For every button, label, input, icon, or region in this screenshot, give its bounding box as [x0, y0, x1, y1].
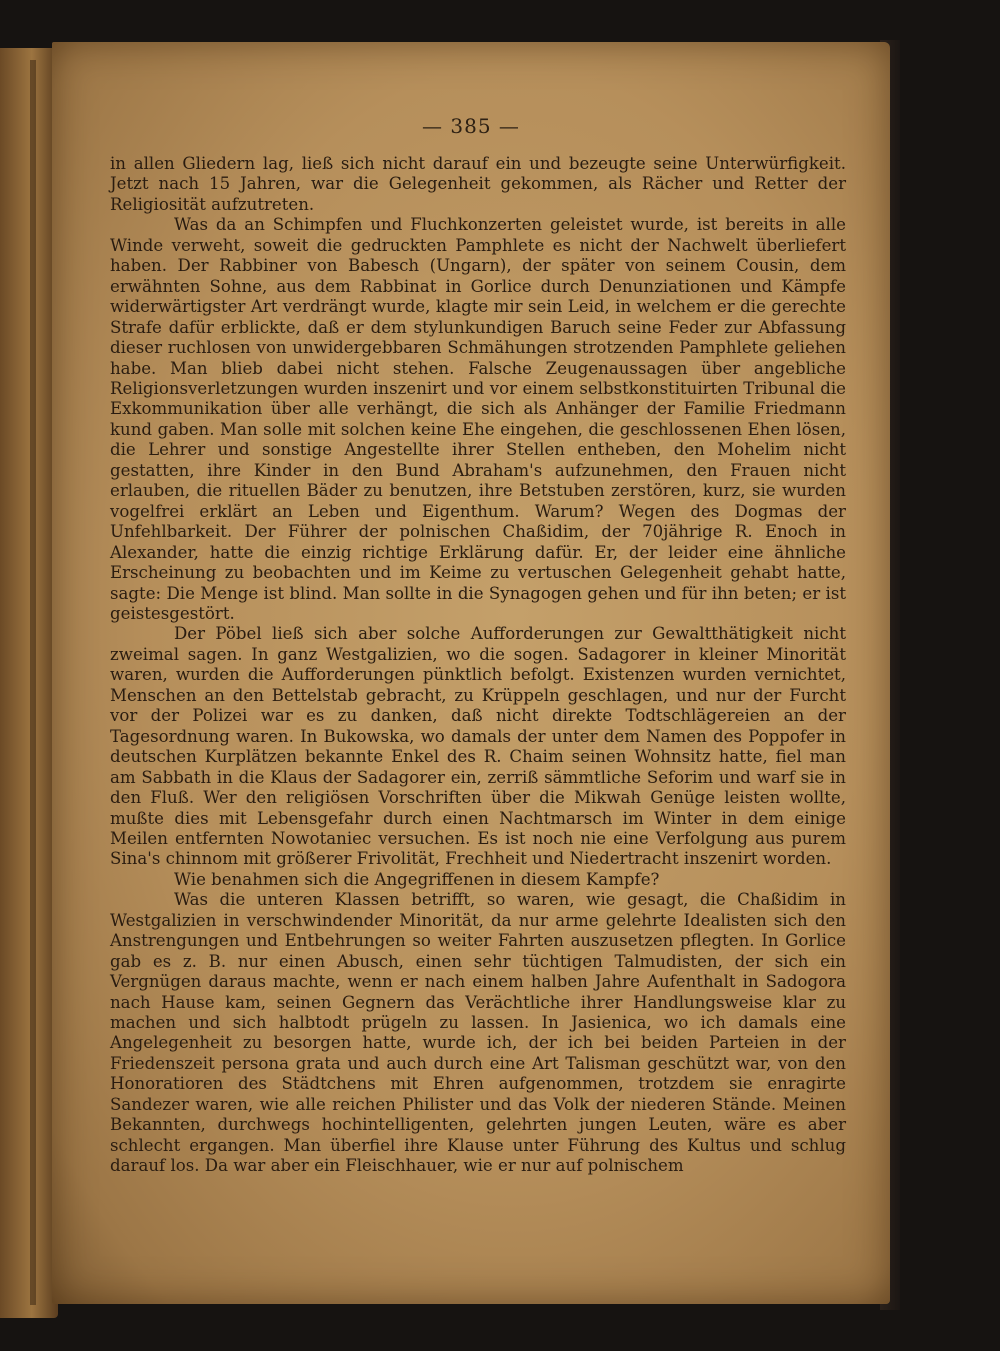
paragraph: Was die unteren Klassen betrifft, so waren, wie gesagt, die Chaßidim in Westgalizien in verschwindender Minorität, da nur arme gelehrte Idealisten sich den Anstrengungen und Entbehrungen so weiter Fahrten auszusetzen pflegten. In Gorlice gab es z. B. nur einen Abusch, einen sehr tüchtigen Talmudisten, der sich ein Vergnügen daraus machte, wenn er nach einem halben Jahre Aufenthalt in Sadogora nach Hause kam, seinen Gegnern das Verächtliche ihrer Handlungsweise klar zu machen und sich halbtodt prügeln zu lassen. In Jasienica, wo ich damals eine Angelegenheit zu besorgen hatte, wurde ich, der ich bei beiden Parteien in der Friedenszeit persona grata und auch durch eine Art Talisman geschützt war, von den Honoratioren des Städtchens mit Ehren aufgenommen, trotzdem sie enragirte Sandezer waren, wie alle reichen Philister und das Volk der niederen Stände. Meinen Bekannten, durchwegs hochintelligenten, gelehrten jungen Leuten, wäre es aber schlecht ergangen. Man überfiel ihre Klause unter Führung des Kultus und schlug darauf los. Da war aber ein Fleischhauer, wie er nur auf polnischem: [110, 890, 846, 1176]
paragraph: in allen Gliedern lag, ließ sich nicht darauf ein und bezeugte seine Unterwürfigkeit. Jetzt nach 15 Jahren, war die Gelegenheit gekommen, als Rächer und Retter der Religiosität aufzutreten.: [110, 154, 846, 214]
paragraph: Wie benahmen sich die Angegriffenen in diesem Kampfe?: [174, 869, 660, 889]
book-page: [52, 42, 890, 1304]
paragraph: Was da an Schimpfen und Fluchkonzerten geleistet wurde, ist bereits in alle Winde verweht, soweit die gedruckten Pamphlete es nicht der Nachwelt überliefert haben. Der Rabbiner von Babesch (Ungarn), der später von seinem Cousin, dem erwähnten Sohne, aus dem Rabbinat in Gorlice durch Denunziationen und Kämpfe widerwärtigster Art verdrängt wurde, klagte mir sein Leid, in welchem er die gerechte Strafe dafür erblickte, daß er dem stylunkundigen Baruch seine Feder zur Abfassung dieser ruchlosen von unwidergebbaren Schmähungen strotzenden Pamphlete geliehen habe. Man blieb dabei nicht stehen. Falsche Zeugenaussagen über angebliche Religionsverletzungen wurden inszenirt und vor einem selbstkonstituirten Tribunal die Exkommunikation über alle verhängt, die sich als Anhänger der Familie Friedmann kund gaben. Man solle mit solchen keine Ehe eingehen, die geschlossenen Ehen lösen, die Lehrer und sonstige Angestellte ihrer Stellen entheben, den Mohelim nicht gestatten, ihre Kinder in den Bund Abraham's aufzunehmen, den Frauen nicht erlauben, die rituellen Bäder zu benutzen, ihre Betstuben zerstören, kurz, sie wurden vogelfrei erklärt an Leben und Eigenthum. Warum? Wegen des Dogmas der Unfehlbarkeit. Der Führer der polnischen Chaßidim, der 70jährige R. Enoch in Alexander, hatte die einzig richtige Erklärung dafür. Er, der leider eine ähnliche Erscheinung zu beobachten und im Keime zu vertuschen Gelegenheit gehabt hatte, sagte: Die Menge ist blind. Man sollte in die Synagogen gehen und für ihn beten; er ist geistesgestört.: [110, 215, 846, 623]
page-number-header: — 385 —: [422, 114, 520, 138]
previous-page-edge: [0, 48, 58, 1318]
binding-shadow: [30, 60, 36, 1305]
page-body: [110, 154, 846, 1177]
paragraph: Der Pöbel ließ sich aber solche Aufforderungen zur Gewaltthätigkeit nicht zweimal sagen. In ganz Westgalizien, wo die sogen. Sadagorer in kleiner Minorität waren, wurden die Aufforderungen pünktlich befolgt. Existenzen wurden vernichtet, Menschen an den Bettelstab gebracht, zu Krüppeln geschlagen, und nur der Furcht vor der Polizei war es zu danken, daß nicht direkte Todtschlägereien an der Tagesordnung waren. In Bukowska, wo damals der unter dem Namen des Poppofer in deutschen Kurplätzen bekannte Enkel des R. Chaim seinen Wohnsitz hatte, fiel man am Sabbath in die Klaus der Sadagorer ein, zerriß sämmtliche Seforim und warf sie in den Fluß. Wer den religiösen Vorschriften über die Mikwah Genüge leisten wollte, mußte dies mit Lebensgefahr durch einen Nachtmarsch im Winter in dem einige Meilen entfernten Nowotaniec versuchen. Es ist noch nie eine Verfolgung aus purem Sina's chinnom mit größerer Frivolität, Frechheit und Niedertracht inszenirt worden.: [110, 624, 846, 869]
